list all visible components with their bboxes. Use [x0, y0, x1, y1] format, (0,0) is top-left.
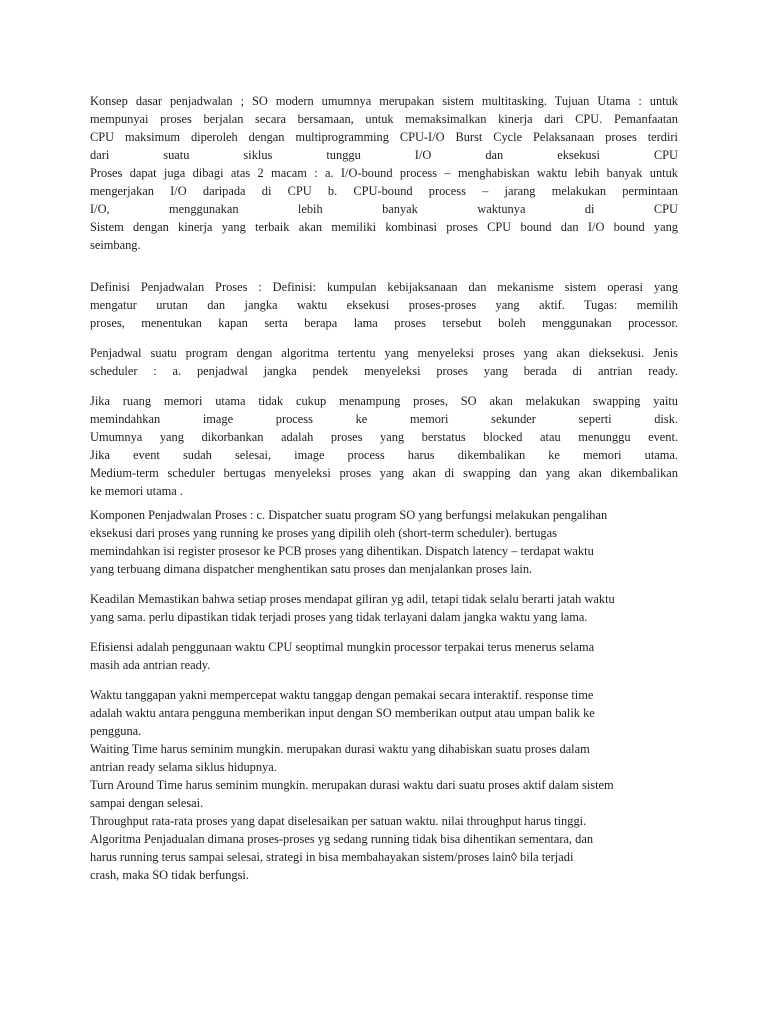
text-line: Waktu tanggapan yakni mempercepat waktu tanggap dengan pemakai secara interaktif. response time: [90, 688, 594, 702]
paragraph-kriteria: [90, 686, 678, 884]
text-line: yang terbuang dimana dispatcher menghentikan satu proses dan menjalankan proses lain.: [90, 562, 533, 576]
text-line: Waiting Time harus seminim mungkin. merupakan durasi waktu yang dihabiskan suatu proses dalam: [90, 742, 590, 756]
text-line: Efisiensi adalah penggunaan waktu CPU seoptimal mungkin processor terpakai terus menerus selama: [90, 640, 595, 654]
text-line: pengguna.: [90, 724, 142, 738]
text-line: harus running terus sampai selesai, strategi in bisa membahayakan sistem/proses lain◊ bila terjadi: [90, 850, 574, 864]
text-line: Algoritma Penjadualan dimana proses-proses yg sedang running tidak bisa dihentikan sementara, dan: [90, 832, 594, 846]
paragraph-komponen: [90, 506, 678, 578]
text-line: mempunyai proses berjalan secara bersamaan, untuk memaksimalkan kinerja dari CPU. Pemanfaatan: [90, 112, 678, 126]
paragraph-spacer: [90, 674, 678, 686]
text-line: eksekusi dari proses yang running ke proses yang dipilih oleh (short-term scheduler). bertugas: [90, 526, 557, 540]
text-line: Konsep dasar penjadwalan ; SO modern umumnya merupakan sistem multitasking. Tujuan Utama : untuk: [90, 94, 678, 108]
text-line: Jika ruang memori utama tidak cukup menampung proses, SO akan melakukan swapping yaitu: [90, 394, 678, 408]
document-body: [90, 92, 678, 884]
text-line: scheduler : a. penjadwal jangka pendek menyeleksi proses yang berada di antrian ready.: [90, 364, 678, 378]
text-line: Komponen Penjadwalan Proses : c. Dispatcher suatu program SO yang berfungsi melakukan pengalihan: [90, 508, 608, 522]
text-line: Proses dapat juga dibagi atas 2 macam : a. I/O-bound process – menghabiskan waktu lebih banyak untuk: [90, 166, 678, 180]
text-line: ke memori utama .: [90, 484, 183, 498]
text-line: I/O, menggunakan lebih banyak waktunya di CPU: [90, 202, 678, 216]
paragraph-penjadwal: [90, 344, 678, 380]
text-line: Penjadwal suatu program dengan algoritma tertentu yang menyeleksi proses yang akan dieksekusi. Jenis: [90, 346, 678, 360]
text-line: Turn Around Time harus seminim mungkin. merupakan durasi waktu dari suatu proses aktif dalam sistem: [90, 778, 614, 792]
text-line: yang sama. perlu dipastikan tidak terjadi proses yang tidak terlayani dalam jangka waktu yang lama.: [90, 610, 588, 624]
text-line: dari suatu siklus tunggu I/O dan eksekusi CPU: [90, 148, 678, 162]
text-line: masih ada antrian ready.: [90, 658, 211, 672]
text-line: Keadilan Memastikan bahwa setiap proses mendapat giliran yg adil, tetapi tidak selalu berarti jatah waktu: [90, 592, 615, 606]
text-line: antrian ready selama siklus hidupnya.: [90, 760, 277, 774]
text-line: crash, maka SO tidak berfungsi.: [90, 868, 249, 882]
paragraph-keadilan: [90, 590, 678, 626]
paragraph-spacer: [90, 332, 678, 344]
text-line: seimbang.: [90, 238, 141, 252]
text-line: Jika event sudah selesai, image process harus dikembalikan ke memori utama.: [90, 448, 678, 462]
text-line: memindahkan image process ke memori sekunder seperti disk.: [90, 412, 678, 426]
text-line: adalah waktu antara pengguna memberikan input dengan SO memberikan output atau umpan balik ke: [90, 706, 595, 720]
paragraph-spacer: [90, 254, 678, 272]
text-line: Medium-term scheduler bertugas menyeleksi proses yang akan di swapping dan yang akan dikembalikan: [90, 466, 678, 480]
text-line: memindahkan isi register prosesor ke PCB proses yang dihentikan. Dispatch latency – terdapat waktu: [90, 544, 594, 558]
paragraph-efisiensi: [90, 638, 678, 674]
text-line: Umumnya yang dikorbankan adalah proses yang berstatus blocked atau menunggu event.: [90, 430, 678, 444]
text-line: sampai dengan selesai.: [90, 796, 204, 810]
text-line: proses, menentukan kapan serta berapa lama proses tersebut boleh menggunakan processor.: [90, 316, 678, 330]
text-line: mengerjakan I/O daripada di CPU b. CPU-bound process – jarang melakukan permintaan: [90, 184, 678, 198]
text-line: CPU maksimum diperoleh dengan multiprogramming CPU-I/O Burst Cycle Pelaksanaan proses terdiri: [90, 130, 678, 144]
text-line: mengatur urutan dan jangka waktu eksekusi proses-proses yang aktif. Tugas: memilih: [90, 298, 678, 312]
paragraph-penjadwalan-konsep: [90, 92, 678, 254]
paragraph-spacer: [90, 578, 678, 590]
paragraph-definisi: [90, 278, 678, 332]
paragraph-spacer: [90, 380, 678, 392]
text-line: Sistem dengan kinerja yang terbaik akan memiliki kombinasi proses CPU bound dan I/O bound yang: [90, 220, 678, 234]
text-line: Definisi Penjadwalan Proses : Definisi: kumpulan kebijaksanaan dan mekanisme sistem operasi yang: [90, 280, 678, 294]
paragraph-swapping: [90, 392, 678, 500]
paragraph-spacer: [90, 626, 678, 638]
text-line: Throughput rata-rata proses yang dapat diselesaikan per satuan waktu. nilai throughput harus tinggi.: [90, 814, 587, 828]
